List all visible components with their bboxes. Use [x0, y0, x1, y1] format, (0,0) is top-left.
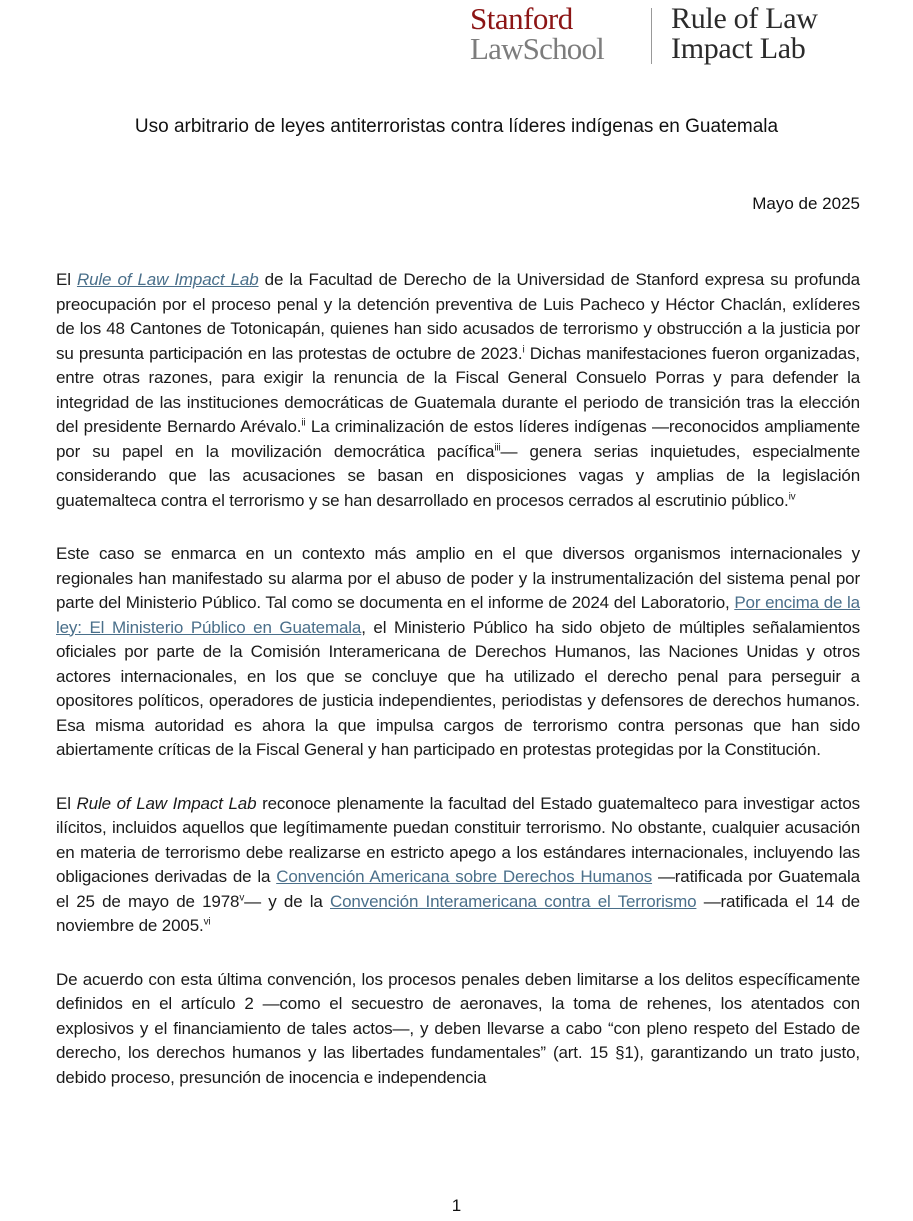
text: , el Ministerio Público ha sido objeto de múltiples señalamientos oficiales por parte de la Comisión Interamericana de Derechos Humanos, las Naciones Unidas y otros actores internacionales, en los que se concluye que ha utilizado el derecho penal para perseguir a opositores políticos, operadores de justicia independientes, periodistas y defensores de derechos humanos. Esa misma autoridad es ahora la que impulsa cargos de terrorismo contra personas que han sido abiertamente críticas de la Fiscal General y han participado en protestas protegidas por la Constitución.: [56, 617, 861, 759]
footnote-ref-iv[interactable]: iv: [788, 490, 796, 502]
logo-lawschool-text: LawSchool: [470, 31, 604, 66]
document-body: [56, 268, 860, 1119]
lab-name-line1: Rule of Law: [671, 2, 818, 35]
stanford-law-school-logo: [470, 1, 604, 66]
convencion-americana-link[interactable]: Convención Americana sobre Derechos Humanos: [276, 867, 653, 886]
text: De acuerdo con esta última convención, los procesos penales deben limitarse a los delitos específicamente definidos en el artículo 2 —como el secuestro de aeronaves, la toma de rehenes, los atentados con explosivos y el financiamiento de tales actos—, y deben llevarse a cabo “con pleno respeto del Estado de derecho, los derechos humanos y las libertades fundamentales” (art. 15 §1), garantizando un trato justo, debido proceso, presunción de inocencia e independencia: [56, 969, 860, 1087]
text: La criminalización de estos líderes indígenas —reconocidos ampliamente por su papel en la movilización democrática pacífica: [56, 417, 860, 461]
rule-of-law-impact-lab-link[interactable]: Rule of Law Impact Lab: [76, 270, 259, 289]
report-link[interactable]: Por encima de la ley: El Ministerio Público en Guatemala: [56, 593, 860, 637]
footnote-ref-v[interactable]: v: [239, 891, 245, 903]
paragraph-4: [56, 968, 860, 1091]
text: Este caso se enmarca en un contexto más amplio en el que diversos organismos internacionales y regionales han manifestado su alarma por el abuso de poder y la instrumentalización del sistema penal por parte del Ministerio Público. Tal como se documenta en el informe de 2024 del Laboratorio,: [56, 544, 860, 612]
footnote-ref-vi[interactable]: vi: [203, 916, 211, 928]
rule-of-law-impact-lab-logo: [671, 4, 818, 64]
text: de la Facultad de Derecho de la Universidad de Stanford expresa su profunda preocupación por el proceso penal y la detención preventiva de Luis Pacheco y Héctor Chaclán, exlíderes de los 48 Cantones de Totonicapán, quienes han sido acusados de terrorismo y obstrucción a la justicia por su presunta participación en las protestas de octubre de 2023.: [56, 270, 860, 363]
page-header: [470, 1, 870, 70]
text: El: [56, 793, 77, 813]
document-title: Uso arbitrario de leyes antiterroristas contra líderes indígenas en Guatemala: [134, 116, 779, 137]
convencion-interamericana-link[interactable]: Convención Interamericana contra el Terrorismo: [330, 891, 697, 911]
text: — y de la: [244, 891, 330, 911]
text: Dichas manifestaciones fueron organizadas, entre otras razones, para exigir la renuncia de la Fiscal General Consuelo Porras y para defender la integridad de las instituciones democráticas de Guatemala durante el periodo de transición tras la elección del presidente Bernardo Arévalo.: [56, 343, 860, 436]
paragraph-1: [56, 268, 860, 513]
logo-stanford-text: Stanford: [470, 1, 573, 36]
lab-name-italic: Rule of Law Impact Lab: [76, 793, 257, 813]
text: —ratificada el 14 de noviembre de 2005.: [56, 891, 860, 935]
footnote-ref-iii[interactable]: iii: [494, 441, 501, 453]
logo-divider: [651, 8, 652, 64]
text: El: [56, 270, 77, 289]
paragraph-2: [56, 542, 860, 763]
paragraph-3: [56, 792, 860, 939]
lab-name-line2: Impact Lab: [671, 32, 806, 65]
page-number: 1: [451, 1196, 462, 1215]
footnote-ref-i[interactable]: i: [522, 343, 525, 355]
text: reconoce plenamente la facultad del Estado guatemalteco para investigar actos ilícitos, incluidos aquellos que legítimamente puedan constituir terrorismo. No obstante, cualquier acusación en materia de terrorismo debe realizarse en estricto apego a los estándares internacionales, incluyendo las obligaciones derivadas de la: [56, 793, 860, 886]
footnote-ref-ii[interactable]: ii: [301, 417, 306, 429]
document-date: Mayo de 2025: [752, 194, 860, 213]
text: —ratificada por Guatemala el 25 de mayo de 1978: [56, 867, 860, 911]
text: — genera serias inquietudes, especialmente considerando que las acusaciones se basan en disposiciones vagas y amplias de la legislación guatemalteca contra el terrorismo y se han desarrollado en procesos cerrados al escrutinio público.: [56, 441, 860, 510]
